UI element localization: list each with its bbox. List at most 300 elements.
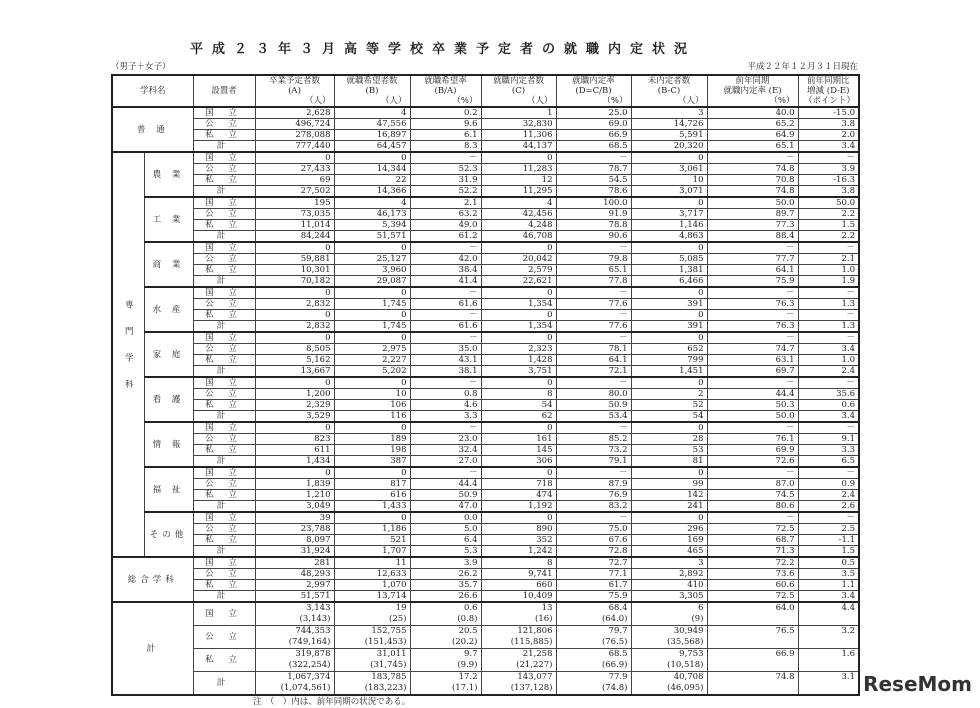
table-row	[112, 254, 859, 265]
total-row	[112, 626, 859, 649]
value-cell: 4,248	[481, 220, 556, 231]
value-cell: 23.0	[410, 434, 481, 445]
value-cell: 66.9	[556, 130, 631, 141]
value-cell: 25,127	[334, 254, 410, 265]
value-cell: 352	[481, 535, 556, 546]
value-cell: 410	[631, 580, 707, 591]
value-cell: 890	[481, 524, 556, 535]
value-cell	[631, 602, 707, 626]
value-cell: 0	[255, 332, 334, 344]
value-cell: 85.2	[556, 434, 631, 445]
sheet	[111, 74, 861, 708]
value-cell: 50.9	[556, 400, 631, 411]
value-cell: 75.0	[556, 524, 631, 535]
value-cell: 46,173	[334, 209, 410, 220]
value-cell	[481, 626, 556, 649]
value-cell: 0	[255, 310, 334, 321]
current-value: 64.0	[775, 603, 795, 613]
value-cell: 6,466	[631, 276, 707, 288]
value-cell: 72.6	[707, 456, 798, 468]
value-cell: 47,556	[334, 119, 410, 130]
value-cell: 0	[631, 332, 707, 344]
value-cell: 718	[481, 479, 556, 490]
value-cell: 76.3	[707, 321, 798, 333]
header-col	[410, 75, 481, 107]
value-cell: 2.4	[798, 366, 859, 378]
value-cell: 64.1	[707, 265, 798, 276]
value-cell: 1.5	[798, 546, 859, 558]
current-value: 143,077	[517, 672, 553, 682]
value-cell: －	[410, 287, 481, 299]
value-cell: 1,839	[255, 479, 334, 490]
owner-cell: 私 立	[193, 130, 255, 141]
value-cell: 72.7	[556, 557, 631, 569]
owner-cell: 計	[193, 456, 255, 468]
value-cell	[631, 649, 707, 672]
previous-value: (9.9)	[457, 660, 478, 670]
value-cell: 1,745	[334, 321, 410, 333]
current-value: 744,353	[295, 626, 331, 636]
value-cell: 6.1	[410, 130, 481, 141]
header-line2: 増減 (D-E)	[807, 86, 850, 96]
value-cell: 611	[255, 445, 334, 456]
header-unit: （%）	[769, 96, 795, 106]
value-cell: 1.0	[798, 355, 859, 366]
previous-value: (74.8)	[601, 683, 628, 693]
value-cell: 2,892	[631, 569, 707, 580]
value-cell: －	[410, 377, 481, 389]
previous-value: (31,745)	[370, 660, 407, 670]
previous-value: (64.0)	[601, 614, 628, 624]
table-row	[112, 299, 859, 310]
value-cell	[334, 602, 410, 626]
value-cell: 9.6	[410, 119, 481, 130]
table-row	[112, 479, 859, 490]
value-cell: －	[410, 242, 481, 254]
page-title: 平成２３年３月高等学校卒業予定者の就職内定状況	[190, 42, 697, 57]
table-row	[112, 321, 859, 333]
header-col	[631, 75, 707, 107]
value-cell: 777,440	[255, 141, 334, 153]
value-cell: －	[556, 310, 631, 321]
previous-value: (183,223)	[364, 683, 407, 693]
owner-cell: 公 立	[193, 119, 255, 130]
value-cell: 169	[631, 535, 707, 546]
value-cell	[631, 626, 707, 649]
value-cell: 0	[334, 377, 410, 389]
value-cell: 46,708	[481, 231, 556, 243]
value-cell: －	[798, 310, 859, 321]
value-cell: 73.6	[707, 569, 798, 580]
value-cell: 20,042	[481, 254, 556, 265]
value-cell: 4.6	[410, 400, 481, 411]
table-row	[112, 411, 859, 423]
value-cell: 0	[631, 242, 707, 254]
current-value: 68.4	[608, 603, 628, 613]
value-cell: 10	[334, 389, 410, 400]
value-cell	[556, 626, 631, 649]
owner-cell: 公 立	[193, 209, 255, 220]
value-cell: 65.1	[556, 265, 631, 276]
value-cell: 35.0	[410, 344, 481, 355]
value-cell: 0	[481, 467, 556, 479]
value-cell: 5,162	[255, 355, 334, 366]
value-cell: 387	[334, 456, 410, 468]
value-cell: 1,242	[481, 546, 556, 558]
header-line1: 就職内定者数	[492, 76, 544, 86]
previous-value: (17.1)	[451, 683, 478, 693]
owner-cell: 公 立	[193, 389, 255, 400]
header-line2: (A)	[288, 86, 301, 96]
value-cell: 61.6	[410, 299, 481, 310]
value-cell: －	[798, 287, 859, 299]
table-row	[112, 467, 859, 479]
header-line2: (B/A)	[434, 86, 457, 96]
value-cell: 71.3	[707, 546, 798, 558]
value-cell: 660	[481, 580, 556, 591]
value-cell: 142	[631, 490, 707, 501]
value-cell: 72.5	[707, 591, 798, 603]
value-cell: 823	[255, 434, 334, 445]
value-cell: 2,997	[255, 580, 334, 591]
value-cell: 14,366	[334, 186, 410, 198]
value-cell: 2.1	[798, 254, 859, 265]
gender-label: （男子＋女子）	[111, 62, 171, 72]
value-cell: 2,832	[255, 299, 334, 310]
value-cell: 0	[334, 332, 410, 344]
dept-name: 総合学科	[112, 557, 193, 602]
current-value: 21,258	[522, 649, 553, 659]
value-cell: 2,323	[481, 344, 556, 355]
owner-cell: 私 立	[193, 535, 255, 546]
value-cell: 23,788	[255, 524, 334, 535]
table-row	[112, 535, 859, 546]
value-cell: 0	[481, 287, 556, 299]
value-cell: －	[798, 242, 859, 254]
value-cell: 3,751	[481, 366, 556, 378]
value-cell: 3,960	[334, 265, 410, 276]
value-cell: 76.3	[707, 299, 798, 310]
owner-cell: 公 立	[193, 344, 255, 355]
value-cell: 27.0	[410, 456, 481, 468]
table-row	[112, 591, 859, 603]
value-cell	[255, 649, 334, 672]
value-cell: 39	[255, 512, 334, 524]
value-cell: －	[798, 332, 859, 344]
previous-value: (21,227)	[516, 660, 553, 670]
current-value: 13	[541, 603, 553, 613]
value-cell	[556, 602, 631, 626]
value-cell: 42,456	[481, 209, 556, 220]
value-cell	[707, 649, 798, 672]
value-cell: 2.5	[798, 524, 859, 535]
value-cell: 72.8	[556, 546, 631, 558]
value-cell: 1,146	[631, 220, 707, 231]
value-cell: 3.3	[410, 411, 481, 423]
value-cell	[707, 626, 798, 649]
value-cell: 521	[334, 535, 410, 546]
table-row	[112, 422, 859, 434]
previous-value: (9)	[691, 614, 704, 624]
value-cell: 68.7	[707, 535, 798, 546]
value-cell: 2.1	[410, 197, 481, 209]
value-cell: 50.0	[798, 197, 859, 209]
value-cell: －	[410, 467, 481, 479]
value-cell: 65.2	[707, 119, 798, 130]
value-cell: 54	[481, 400, 556, 411]
table-row	[112, 512, 859, 524]
table-row	[112, 242, 859, 254]
value-cell: 0	[631, 310, 707, 321]
value-cell: 64,457	[334, 141, 410, 153]
value-cell: 48,293	[255, 569, 334, 580]
value-cell: 1.3	[798, 321, 859, 333]
value-cell: 9.1	[798, 434, 859, 445]
value-cell: 53.4	[556, 411, 631, 423]
value-cell: 11,014	[255, 220, 334, 231]
value-cell: -15.0	[798, 107, 859, 119]
header-unit: （ポイント）	[803, 96, 855, 106]
value-cell: 22,621	[481, 276, 556, 288]
current-value: 183,785	[371, 672, 407, 682]
value-cell: 616	[334, 490, 410, 501]
footnote: 注 （ ）内は、前年同期の状況である。	[253, 697, 411, 707]
value-cell: －	[798, 152, 859, 164]
value-cell: 28	[631, 434, 707, 445]
header-line1: 前年同期比	[806, 76, 850, 86]
value-cell: 44.4	[707, 389, 798, 400]
value-cell: 13,667	[255, 366, 334, 378]
value-cell: 1,745	[334, 299, 410, 310]
value-cell: 2,975	[334, 344, 410, 355]
value-cell: －	[556, 242, 631, 254]
previous-value: (25)	[389, 614, 407, 624]
value-cell: 1,433	[334, 501, 410, 513]
value-cell: 76.9	[556, 490, 631, 501]
value-cell: 0.2	[410, 107, 481, 119]
previous-value: (749,164)	[288, 637, 331, 647]
owner-cell: 公 立	[193, 524, 255, 535]
value-cell: 2,329	[255, 400, 334, 411]
table-row	[112, 209, 859, 220]
value-cell	[481, 672, 556, 696]
value-cell: 89.7	[707, 209, 798, 220]
value-cell: 3.4	[798, 141, 859, 153]
owner-cell: 国 立	[193, 422, 255, 434]
value-cell: 2,227	[334, 355, 410, 366]
value-cell: 0	[481, 422, 556, 434]
value-cell: 99	[631, 479, 707, 490]
previous-value: (3,143)	[299, 614, 331, 624]
value-cell: 51,571	[255, 591, 334, 603]
value-cell: 63.2	[410, 209, 481, 220]
value-cell: 84,244	[255, 231, 334, 243]
value-cell: －	[798, 467, 859, 479]
table-row	[112, 231, 859, 243]
value-cell: 2,579	[481, 265, 556, 276]
value-cell: 69.9	[707, 445, 798, 456]
value-cell	[255, 602, 334, 626]
value-cell: －	[556, 377, 631, 389]
table-row	[112, 164, 859, 175]
table-row	[112, 220, 859, 231]
value-cell: －	[410, 422, 481, 434]
value-cell: 6.4	[410, 535, 481, 546]
value-cell: 1.5	[798, 220, 859, 231]
value-cell: 652	[631, 344, 707, 355]
total-row	[112, 649, 859, 672]
current-value: 30,949	[673, 626, 704, 636]
header-unit: （人）	[677, 96, 704, 106]
value-cell: 0.6	[798, 400, 859, 411]
owner-cell: 私 立	[193, 580, 255, 591]
value-cell: 47.0	[410, 501, 481, 513]
value-cell: －	[556, 332, 631, 344]
table-row	[112, 501, 859, 513]
table-row	[112, 400, 859, 411]
previous-value: (20.2)	[451, 637, 478, 647]
value-cell: 80.6	[707, 501, 798, 513]
table-row	[112, 310, 859, 321]
value-cell: 79.1	[556, 456, 631, 468]
value-cell	[556, 649, 631, 672]
value-cell: 0	[631, 422, 707, 434]
value-cell: 1,192	[481, 501, 556, 513]
value-cell: 3	[631, 107, 707, 119]
owner-cell: 公 立	[193, 479, 255, 490]
header-col	[481, 75, 556, 107]
value-cell: 76.1	[707, 434, 798, 445]
value-cell: 1	[481, 107, 556, 119]
value-cell: －	[556, 512, 631, 524]
value-cell: 3,717	[631, 209, 707, 220]
value-cell: 0	[255, 287, 334, 299]
table-row	[112, 175, 859, 186]
previous-value: (16)	[535, 614, 553, 624]
owner-cell: 公 立	[193, 254, 255, 265]
value-cell: 0	[481, 512, 556, 524]
value-cell: 1,210	[255, 490, 334, 501]
value-cell: 27,433	[255, 164, 334, 175]
owner-cell: 計	[193, 546, 255, 558]
subject-name: 看 護	[144, 377, 193, 422]
value-cell: 10,301	[255, 265, 334, 276]
header-col	[556, 75, 631, 107]
value-cell: 78.8	[556, 220, 631, 231]
table-row	[112, 265, 859, 276]
value-cell: 11,306	[481, 130, 556, 141]
current-value: 4.4	[841, 603, 855, 613]
value-cell: 52.3	[410, 164, 481, 175]
subject-name: 工 業	[144, 197, 193, 242]
table-row	[112, 434, 859, 445]
value-cell: 0	[481, 152, 556, 164]
value-cell: 65.1	[707, 141, 798, 153]
table-row	[112, 287, 859, 299]
current-value: 6	[698, 603, 704, 613]
current-value: 9.7	[463, 649, 478, 659]
owner-cell: 計	[193, 141, 255, 153]
value-cell	[334, 649, 410, 672]
value-cell: －	[410, 310, 481, 321]
value-cell	[631, 672, 707, 696]
current-value: 17.2	[458, 672, 478, 682]
value-cell: 106	[334, 400, 410, 411]
value-cell: 3,071	[631, 186, 707, 198]
previous-value: (46,095)	[667, 683, 704, 693]
value-cell: 1,381	[631, 265, 707, 276]
owner-cell: 国 立	[193, 152, 255, 164]
value-cell: 16,897	[334, 130, 410, 141]
value-cell: 78.1	[556, 344, 631, 355]
header-unit: （人）	[526, 96, 553, 106]
value-cell: 73.2	[556, 445, 631, 456]
table-row	[112, 524, 859, 535]
value-cell: 32,830	[481, 119, 556, 130]
value-cell: 5.3	[410, 546, 481, 558]
owner-cell: 計	[193, 366, 255, 378]
header-col	[707, 75, 798, 107]
employment-table	[111, 74, 860, 696]
value-cell: 1.0	[798, 265, 859, 276]
header-line2: (C)	[511, 86, 526, 96]
subject-name: 家 庭	[144, 332, 193, 377]
value-cell: 4	[334, 197, 410, 209]
value-cell: 100.0	[556, 197, 631, 209]
value-cell: 0	[481, 332, 556, 344]
value-cell: 35.6	[798, 389, 859, 400]
value-cell: 391	[631, 299, 707, 310]
value-cell: 5,202	[334, 366, 410, 378]
value-cell	[556, 672, 631, 696]
value-cell: 49.0	[410, 220, 481, 231]
value-cell: 5,394	[334, 220, 410, 231]
value-cell: 38.1	[410, 366, 481, 378]
value-cell: 0	[255, 377, 334, 389]
value-cell: 189	[334, 434, 410, 445]
value-cell: 391	[631, 321, 707, 333]
value-cell: －	[798, 422, 859, 434]
value-cell: 0	[481, 377, 556, 389]
value-cell: 53	[631, 445, 707, 456]
value-cell: 1,186	[334, 524, 410, 535]
subject-name: 商 業	[144, 242, 193, 287]
owner-cell: 国 立	[193, 467, 255, 479]
previous-value: (322,254)	[288, 660, 331, 670]
value-cell: 0	[334, 512, 410, 524]
value-cell: 1,354	[481, 321, 556, 333]
current-value: 77.9	[608, 672, 628, 682]
value-cell: 5,085	[631, 254, 707, 265]
value-cell: 3.9	[410, 557, 481, 569]
owner-cell: 計	[193, 591, 255, 603]
value-cell	[410, 672, 481, 696]
value-cell: 4,863	[631, 231, 707, 243]
value-cell: 1.1	[798, 580, 859, 591]
value-cell: 6.5	[798, 456, 859, 468]
value-cell: 67.6	[556, 535, 631, 546]
value-cell: 0	[334, 287, 410, 299]
value-cell: 2.4	[798, 490, 859, 501]
value-cell	[798, 626, 859, 649]
value-cell: 26.6	[410, 591, 481, 603]
header-line1: 前年同期	[735, 76, 770, 86]
value-cell: 3,305	[631, 591, 707, 603]
value-cell: 2,628	[255, 107, 334, 119]
value-cell: 0	[631, 467, 707, 479]
value-cell: 77.8	[556, 276, 631, 288]
value-cell: 61.2	[410, 231, 481, 243]
